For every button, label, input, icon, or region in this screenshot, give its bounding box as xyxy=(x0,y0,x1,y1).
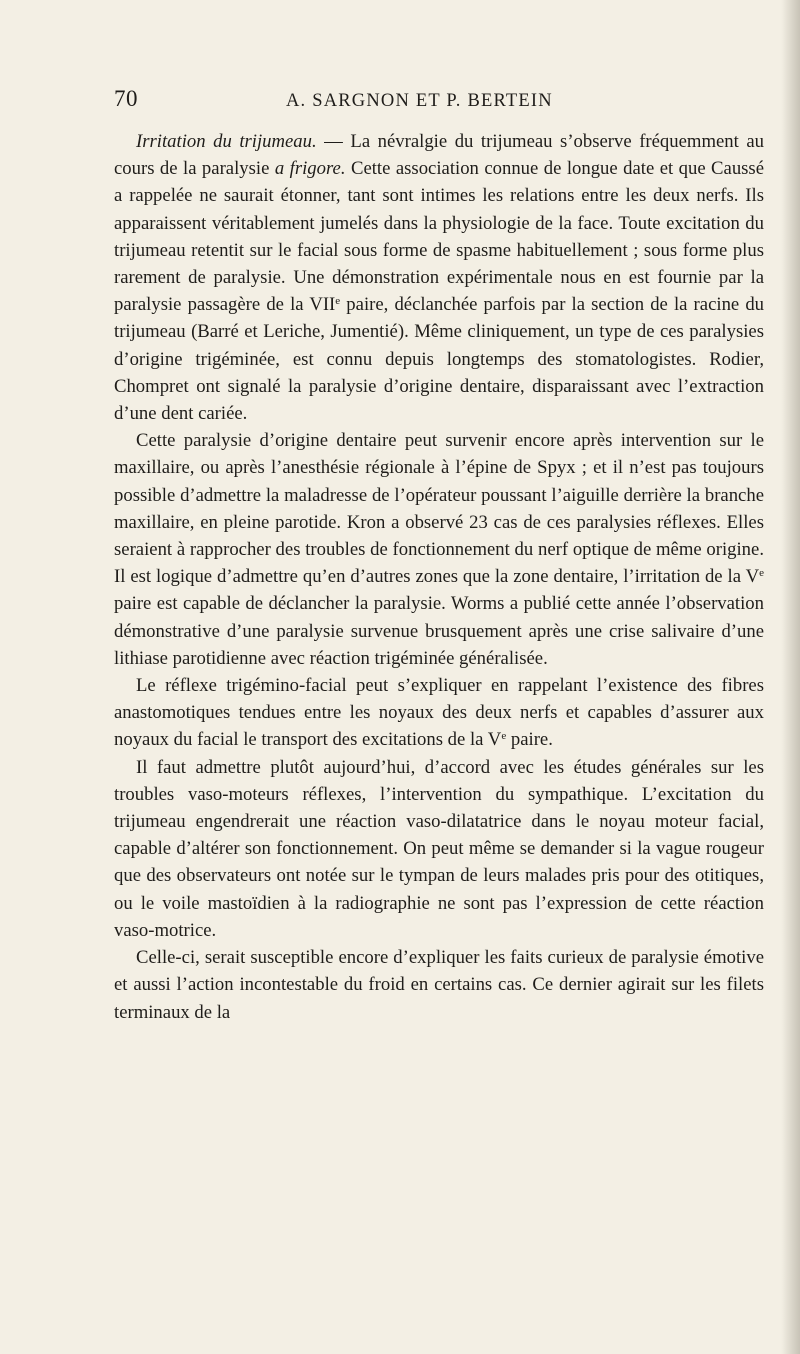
paragraph-1-text-a: La névralgie du trijumeau s’observe fréquemment au cours de la paralysie xyxy=(114,131,764,180)
page-number: 70 xyxy=(114,86,138,111)
paragraph-1 xyxy=(114,128,764,427)
latin-term: a frigore. xyxy=(274,158,346,180)
paragraph-2-text-a: Cette paralysie d’origine dentaire peut survenir encore après intervention sur le maxillaire, ou après l’anesthésie régionale à l’épine de Spyx ; et il n’est pas toujours possible d’admettre la maladresse de l’opérateur poussant l’aiguille derrière la branche maxillaire, en pleine parotide. Kron a observé 23 cas de ces paralysies réflexes. Elles seraient à rapprocher des troubles de fonctionnement du nerf optique de même origine. Il est logique d’admettre qu’en d’autres zones que la zone dentaire, l’irritation de la V xyxy=(114,430,764,588)
heading-dash: — xyxy=(316,131,351,152)
page-header xyxy=(114,86,764,120)
superscript-e: e xyxy=(759,567,764,580)
superscript-e: e xyxy=(335,295,341,308)
paragraph-3-text-b: paire. xyxy=(506,729,553,751)
paragraph-2 xyxy=(114,427,764,672)
paragraph-1-text-c: paire, déclanchée parfois par la section de la racine du trijumeau (Barré et Leriche, Jumentié). Même cliniquement, un type de ces paralysies d’origine trigéminée, est connu depuis longtemps des stomatologistes. Rodier, Chompret ont signalé la paralysie d’origine dentaire, disparaissant avec l’extraction d’une dent cariée. xyxy=(114,294,765,425)
paragraph-3-text-a: Le réflexe trigémino-facial peut s’expliquer en rappelant l’existence des fibres anastomotiques tendues entre les noyaux des deux nerfs et capables d’assurer aux noyaux du facial le transport des excitations de la V xyxy=(114,675,764,751)
paragraph-4-text: Il faut admettre plutôt aujourd’hui, d’accord avec les études générales sur les troubles vaso-moteurs réflexes, l’intervention du sympathique. L’excitation du trijumeau engendrerait une réaction vaso-dilatatrice dans le noyau moteur facial, capable d’altérer son fonctionnement. On peut même se demander si la vague rougeur que des observateurs ont notée sur le tympan de leurs malades pris pour des otitiques, ou le voile mastoïdien à la radiographie ne sont pas l’expression de cette réaction vaso-motrice. xyxy=(114,756,764,941)
paragraph-4 xyxy=(114,754,764,944)
paragraph-5 xyxy=(114,944,764,1026)
paragraph-2-text-b: paire est capable de déclancher la paralysie. Worms a publié cette année l’observation démonstrative d’une paralysie survenue brusquement après une crise salivaire d’une lithiase parotidienne avec réaction trigéminée généralisée. xyxy=(114,593,764,669)
running-head: A. SARGNON ET P. BERTEIN xyxy=(286,91,553,111)
paragraph-1-text-b: Cette association connue de longue date et que Caussé a rappelée ne saurait étonner, tant sont intimes les relations entre les deux nerfs. Ils apparaissent véritablement jumelés dans la physiologie de la face. Toute excitation du trijumeau retentit sur le facial sous forme de spasme habituellement ; sous forme plus rarement de paralysie. Une démonstration expérimentale nous en est fournie par la paralysie passagère de la VII xyxy=(114,158,764,316)
superscript-e: e xyxy=(501,730,507,743)
section-heading: Irritation du trijumeau. xyxy=(136,131,317,152)
paragraph-3 xyxy=(114,672,764,754)
body-text xyxy=(114,128,764,1026)
paragraph-5-text: Celle-ci, serait susceptible encore d’expliquer les faits curieux de paralysie émotive et aussi l’action incontestable du froid en certains cas. Ce dernier agirait sur les filets terminaux de la xyxy=(114,947,764,1023)
page-edge-shadow xyxy=(782,0,800,1354)
